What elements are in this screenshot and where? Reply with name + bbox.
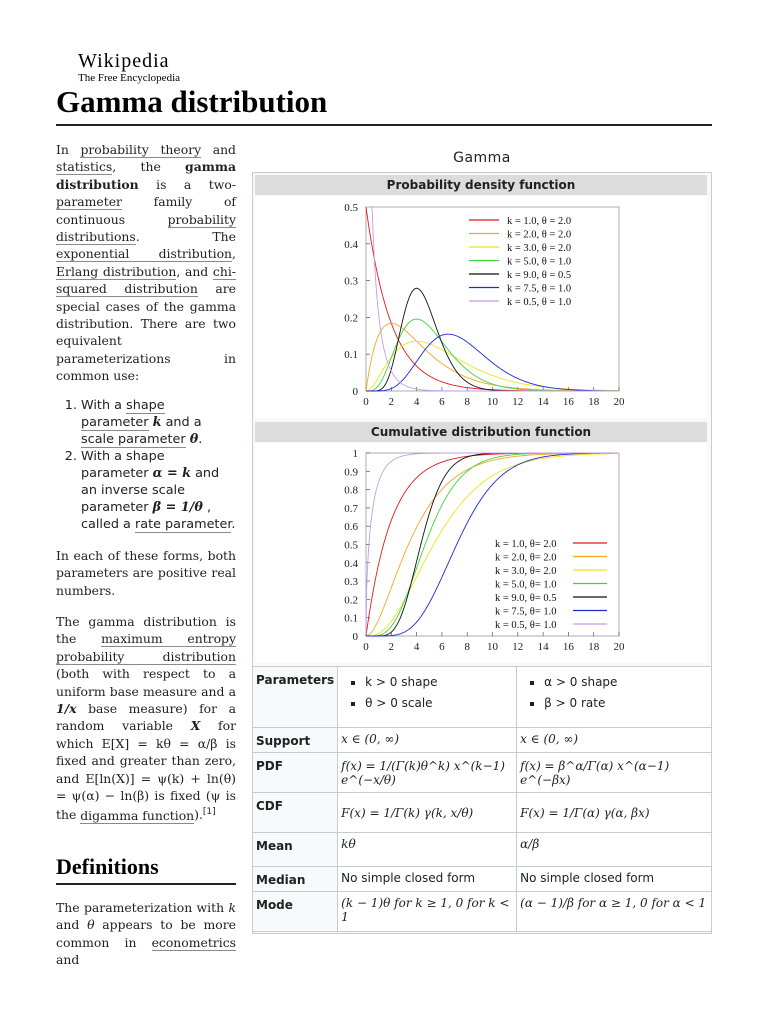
y-tick-label: 0.5 <box>344 539 358 552</box>
legend-label: k = 9.0, θ= 0.5 <box>495 593 557 604</box>
x-tick-label: 14 <box>537 396 549 408</box>
text: The gamma distribution is the <box>56 613 236 647</box>
row-cdf <box>253 793 712 833</box>
x-tick-label: 16 <box>562 396 574 408</box>
wikipedia-tagline: The Free Encyclopedia <box>78 72 181 84</box>
link-exponential-distribution[interactable]: exponential distribution <box>56 246 233 262</box>
math-one-over-x: 1/x <box>56 700 77 716</box>
y-tick-label: 0.1 <box>344 349 358 362</box>
label-support: Support <box>253 728 338 753</box>
x-tick-label: 6 <box>439 396 445 408</box>
infobox-title: Gamma <box>453 150 511 166</box>
label-mean: Mean <box>253 833 338 867</box>
support-left: x ∈ (0, ∞) <box>338 728 517 753</box>
math-theta: θ <box>189 431 199 447</box>
link-parameter[interactable]: parameter <box>56 194 122 210</box>
legend-label: k = 3.0, θ= 2.0 <box>495 566 557 577</box>
y-tick-label: 0.3 <box>344 576 358 589</box>
text: and an inverse scale parameter <box>81 465 220 515</box>
mode-left: (k − 1)θ for k ≥ 1, 0 for k < 1 <box>338 892 517 932</box>
intro-paragraph-2: In each of these forms, both parameters are positive real numbers. <box>56 547 236 598</box>
list-item <box>81 448 236 533</box>
intro-paragraph <box>56 141 236 385</box>
text: . <box>231 516 236 532</box>
x-tick-label: 18 <box>588 396 600 408</box>
x-tick-label: 18 <box>588 641 600 653</box>
math-beta-eq: β = 1/θ <box>152 499 203 515</box>
legend-label: k = 2.0, θ= 2.0 <box>495 552 557 564</box>
text: is a two- <box>138 176 236 192</box>
y-tick-label: 0.4 <box>344 238 358 251</box>
y-tick-label: 1 <box>352 448 358 460</box>
wikipedia-wordmark[interactable]: Wikipedia <box>78 50 170 72</box>
reference-link[interactable]: [1] <box>202 807 216 818</box>
cdf-plot[interactable] <box>255 443 707 663</box>
y-tick-label: 0.2 <box>344 312 358 325</box>
text: base measure) for a random variable <box>56 700 236 734</box>
x-tick-label: 6 <box>439 641 445 653</box>
y-tick-label: 0.4 <box>344 557 358 570</box>
support-right: x ∈ (0, ∞) <box>517 728 712 753</box>
y-tick-label: 0 <box>352 386 358 398</box>
legend-label: k = 7.5, θ = 1.0 <box>507 283 572 295</box>
infobox-table <box>252 666 712 932</box>
x-tick-label: 20 <box>613 641 625 653</box>
section-heading-definitions: Definitions <box>56 854 159 879</box>
label-mode: Mode <box>253 892 338 932</box>
link-probability-theory[interactable]: probability theory <box>80 142 202 157</box>
y-tick-label: 0.8 <box>344 484 358 497</box>
param-item: ▪ k > 0 shape <box>365 675 513 689</box>
definitions-paragraph <box>56 899 236 969</box>
y-tick-label: 0 <box>352 631 358 643</box>
text: and <box>56 917 88 933</box>
link-econometrics[interactable]: econometrics <box>151 934 236 950</box>
y-tick-label: 0.1 <box>344 612 358 625</box>
row-mode <box>253 892 712 932</box>
text: . <box>198 431 203 447</box>
bold-term: gamma distribution <box>56 159 236 192</box>
param-item: ▪ θ > 0 scale <box>365 696 513 710</box>
param-item: ▪ β > 0 rate <box>544 696 708 710</box>
mean-left: kθ <box>338 833 517 867</box>
intro-paragraph-3 <box>56 613 236 824</box>
legend-label: k = 2.0, θ = 2.0 <box>507 229 572 241</box>
math-theta: θ <box>87 917 95 933</box>
median-right: No simple closed form <box>517 867 712 892</box>
text: are special cases of the gamma distribution. There are two equivalent parameterizations in common use: <box>56 281 236 384</box>
link-probability-distributions[interactable]: probability distributions <box>56 211 236 245</box>
legend-label: k = 1.0, θ= 2.0 <box>495 539 557 550</box>
x-tick-label: 4 <box>413 641 420 653</box>
link-maximum-entropy[interactable]: maximum entropy probability distribution <box>56 631 236 664</box>
text: E[X] = kθ = α/β is fixed and greater than zero, and E[ln(X)] = ψ(k) + ln(θ) = ψ(α) − ln(β) is fixed (ψ is the <box>56 735 236 823</box>
label-pdf: PDF <box>253 753 338 793</box>
text: , the <box>112 159 186 175</box>
legend-label: k = 7.5, θ= 1.0 <box>495 606 557 618</box>
link-erlang-distribution[interactable]: Erlang distribution <box>56 263 177 279</box>
text: appears to be more common in <box>56 917 236 950</box>
link-digamma-function[interactable]: digamma function <box>80 807 195 823</box>
legend-label: k = 1.0, θ = 2.0 <box>507 216 572 227</box>
legend-label: k = 9.0, θ = 0.5 <box>507 270 572 281</box>
text: With a shape parameter <box>81 448 165 481</box>
link-rate-parameter[interactable]: rate parameter <box>134 516 232 532</box>
text: and a <box>161 414 202 430</box>
x-tick-label: 10 <box>487 396 498 408</box>
text: and <box>201 142 236 157</box>
cdf-formula-left: F(x) = 1/Γ(k) γ(k, x/θ) <box>338 793 517 833</box>
cell-parameters-right <box>517 667 712 728</box>
row-pdf <box>253 753 712 793</box>
cell-parameters-left <box>338 667 517 728</box>
median-left: No simple closed form <box>338 867 517 892</box>
link-scale-parameter[interactable]: scale parameter <box>81 431 186 447</box>
text: and <box>56 952 80 968</box>
y-tick-label: 0.6 <box>344 521 358 534</box>
pdf-chart <box>255 196 707 418</box>
intro-column <box>56 141 236 824</box>
text: for which <box>56 718 236 751</box>
math-alpha-eq-k: α = k <box>152 465 191 481</box>
x-tick-label: 12 <box>512 641 524 653</box>
y-tick-label: 0.5 <box>344 202 358 214</box>
text: family of continuous <box>56 194 236 227</box>
legend-label: k = 0.5, θ= 1.0 <box>495 620 557 631</box>
mode-right: (α − 1)/β for α ≥ 1, 0 for α < 1 <box>517 892 712 932</box>
text: , <box>232 246 236 262</box>
text: In <box>56 142 81 157</box>
cdf-header: Cumulative distribution function <box>255 422 707 442</box>
y-tick-label: 0.7 <box>344 502 358 515</box>
x-tick-label: 4 <box>413 396 420 408</box>
x-tick-label: 8 <box>464 396 470 408</box>
x-tick-label: 16 <box>562 641 574 653</box>
math-k: k <box>152 414 162 430</box>
text: With a <box>81 397 127 413</box>
pdf-plot[interactable] <box>255 196 707 418</box>
math-x: X <box>190 718 201 734</box>
math-k: k <box>228 900 236 915</box>
row-support <box>253 728 712 753</box>
text: . The <box>135 229 236 245</box>
pdf-formula-left: f(x) = 1/(Γ(k)θ^k) x^(k−1) e^(−x/θ) <box>338 753 517 793</box>
row-parameters <box>253 667 712 728</box>
text: ). <box>194 807 203 823</box>
param-list-right <box>520 675 708 710</box>
legend-label: k = 0.5, θ = 1.0 <box>507 297 572 308</box>
legend-label: k = 5.0, θ = 1.0 <box>507 256 572 268</box>
text: (both with respect to a uniform base measure and a <box>56 666 236 699</box>
x-tick-label: 10 <box>487 641 498 653</box>
x-tick-label: 8 <box>464 641 470 653</box>
pdf-formula-right: f(x) = β^α/Γ(α) x^(α−1) e^(−βx) <box>517 753 712 793</box>
cdf-formula-right: F(x) = 1/Γ(α) γ(α, βx) <box>517 793 712 833</box>
link-chi-squared-distribution[interactable]: chi-squared distribution <box>56 263 236 297</box>
mean-right: α/β <box>517 833 712 867</box>
plot-frame <box>366 207 619 391</box>
link-statistics[interactable]: statistics <box>56 159 113 175</box>
x-tick-label: 0 <box>363 641 369 653</box>
x-tick-label: 12 <box>512 396 524 408</box>
x-tick-label: 20 <box>613 396 625 408</box>
y-tick-label: 0.9 <box>344 466 358 479</box>
row-mean <box>253 833 712 867</box>
label-parameters: Parameters <box>253 667 338 728</box>
legend-label: k = 3.0, θ = 2.0 <box>507 243 572 254</box>
y-tick-label: 0.3 <box>344 275 358 288</box>
cdf-chart <box>255 443 707 663</box>
text: , and <box>176 263 213 279</box>
parameterization-list <box>56 397 236 533</box>
param-list-left <box>341 675 513 710</box>
row-median <box>253 867 712 892</box>
x-tick-label: 2 <box>388 396 395 408</box>
label-median: Median <box>253 867 338 892</box>
text: The parameterization with <box>56 900 229 915</box>
legend-label: k = 5.0, θ= 1.0 <box>495 579 557 591</box>
page-title: Gamma distribution <box>56 84 328 119</box>
x-tick-label: 0 <box>363 396 369 408</box>
text: , called a <box>81 499 212 532</box>
label-cdf: CDF <box>253 793 338 833</box>
x-tick-label: 14 <box>537 641 549 653</box>
param-item: ▪ α > 0 shape <box>544 675 708 689</box>
title-divider <box>56 124 712 126</box>
list-item <box>81 397 236 448</box>
x-tick-label: 2 <box>388 641 395 653</box>
link-shape-parameter[interactable]: shape parameter <box>81 397 165 430</box>
y-tick-label: 0.2 <box>344 594 358 607</box>
pdf-header: Probability density function <box>255 175 707 195</box>
section-divider <box>56 883 236 885</box>
